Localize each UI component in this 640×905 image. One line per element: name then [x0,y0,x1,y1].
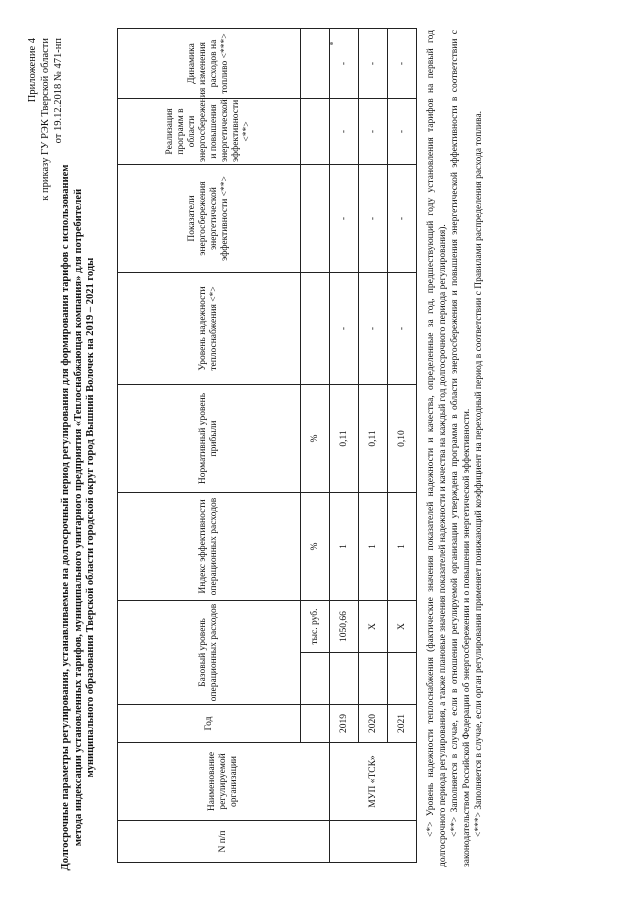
row-program: - [330,99,359,165]
row-index: 1 [359,493,388,601]
header-year: Год [118,705,301,743]
row-num-cell [330,821,417,863]
unit-year-empty [301,705,330,743]
row-program: - [359,99,388,165]
unit-empty [301,165,330,273]
row-profit: 0,11 [359,385,388,493]
row-profit: 0,10 [388,385,417,493]
row-fuel: - [388,29,417,99]
parameters-table [117,28,417,863]
unit-index: % [301,493,330,601]
table-header-row [118,29,301,863]
row-year: 2021 [388,705,417,743]
row-org-cell: МУП «ТСК» [330,743,417,821]
table-units-row [301,29,330,863]
footnote-2: <**> Заполняется в случае, если в отношении регулируемой организации утверждена программа в области энергосбережения и повышения энергетической эффективности в соответствии с законодательством Российской Федерации об энергосбережении и о повышении энергетической эффективности. [450,30,472,867]
title-line-1: Долгосрочные параметры регулирования, устанавливаемые на долгосрочный период регулирования для формирования тарифов с использованием [60,164,71,871]
row-base-empty [359,653,388,705]
unit-empty [301,29,330,99]
row-program: - [388,99,417,165]
row-profit: 0,11 [330,385,359,493]
row-base-empty [330,653,359,705]
row-energy: - [388,165,417,273]
header-num: N п/п [118,821,330,863]
unit-profit: % [301,385,330,493]
row-energy: - [330,165,359,273]
table-row [359,29,388,863]
footnote-3: <***> Заполняется в случае, если орган регулирования применяет понижающий коэффициент на переходный период в соответствии с Правилами распределения расхода топлива. [474,110,484,837]
header-org: Наименование регулируемой организации [118,743,330,821]
row-base-empty [388,653,417,705]
document-title [60,150,98,885]
header-base: Базовый уровень операционных расходов [118,601,301,705]
unit-base-empty [301,653,330,705]
header-index: Индекс эффективности операционных расходов [118,493,301,601]
unit-base: тыс. руб. [301,601,330,653]
row-energy: - [359,165,388,273]
footnotes [425,30,485,867]
row-year: 2020 [359,705,388,743]
appendix-order: к приказу ГУ РЭК Тверской области [40,38,51,201]
scan-speck [330,42,333,45]
header-energy: Показатели энергосбережения энергетической эффективности <**> [118,165,301,273]
footnote-1: <*> Уровень надежности теплоснабжения (фактические значения показателей надежности и качества, определенные за год, предшествующий году установления тарифов на первый год долгосрочного периода регулирования, а также плановые значения показателей надежности и качества на каждый год долгосрочного периода регулирования). [426,30,448,867]
row-index: 1 [330,493,359,601]
header-fuel: Динамика изменения расходов на топливо <***> [118,29,301,99]
unit-empty [301,273,330,385]
title-line-2: метода индексации установленных тарифов, муниципального унитарного предприятия «Теплоснабжающая компания» для потребителей [72,188,84,847]
row-base: 1050,66 [330,601,359,653]
header-program: Реализация программ в области энергосбережения и повышения энергетической эффективности <**> [118,99,301,165]
row-reliability: - [330,273,359,385]
row-fuel: - [359,29,388,99]
title-line-3: муниципального образования Тверской области городской округ город Вышний Волочек на 2019 – 2021 годы [85,257,96,778]
appendix-number: Приложение 4 [27,38,38,103]
row-fuel: - [330,29,359,99]
row-index: 1 [388,493,417,601]
header-reliability: Уровень надежности теплоснабжения <*> [118,273,301,385]
appendix-date: от 19.12.2018 № 471-нп [53,38,64,144]
row-base: Х [359,601,388,653]
row-reliability: - [359,273,388,385]
row-base: Х [388,601,417,653]
row-reliability: - [388,273,417,385]
row-year: 2019 [330,705,359,743]
unit-empty [301,99,330,165]
header-profit: Нормативный уровень прибыли [118,385,301,493]
table-row [330,29,359,863]
table-row [388,29,417,863]
